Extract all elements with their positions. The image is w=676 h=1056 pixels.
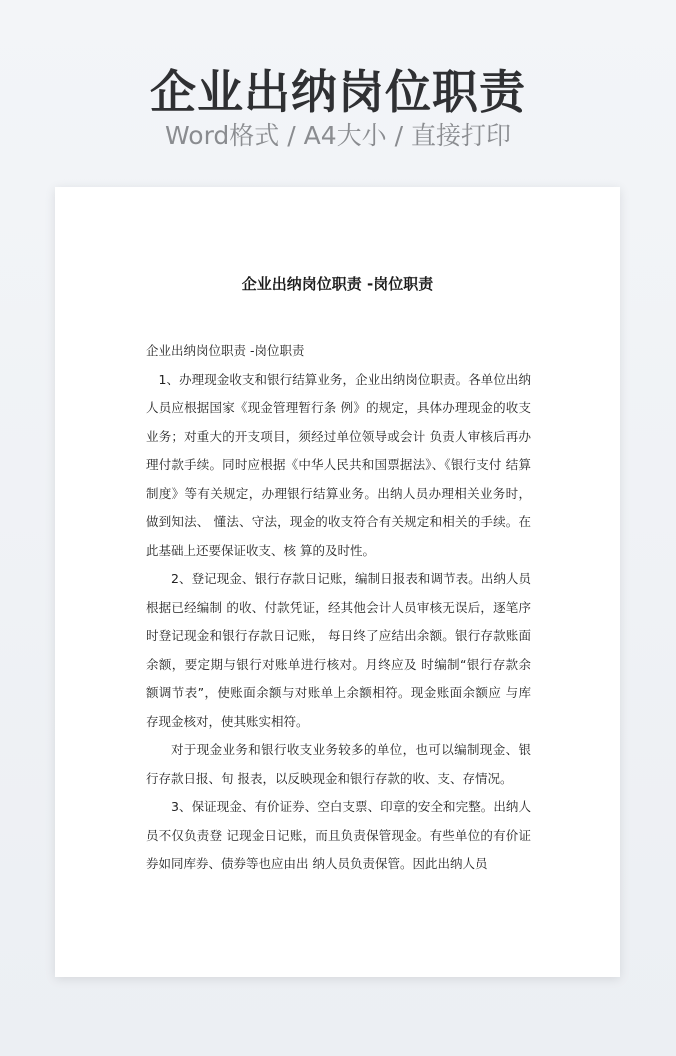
document-paragraph-3: 对于现金业务和银行收支业务较多的单位，也可以编制现金、银行存款日报、旬 报表，以反映现金和银行存款的收、支、存情况。 <box>146 742 531 786</box>
page-title: 企业出纳岗位职责 <box>150 65 526 119</box>
document-paragraph-2: 2、登记现金、银行存款日记账，编制日报表和调节表。出纳人员根据已经编制 的收、付款凭证，经其他会计人员审核无误后，逐笔序时登记现金和银行存款日记账， 每日终了应结出余额。银行存款账面余额，要定期与银行对账单进行核对。月终应及 时编制“银行存款余额调节表”，使账面余额与对账单上余额相符。现金账面余额应 与库存现金核对，使其账实相符。 <box>146 571 531 729</box>
page-subtitle: Word格式 / A4大小 / 直接打印 <box>165 121 511 150</box>
document-paragraph-intro: 企业出纳岗位职责 -岗位职责 <box>146 343 305 358</box>
document-body <box>146 337 531 879</box>
document-paragraph-1: 1、办理现金收支和银行结算业务，企业出纳岗位职责。各单位出纳人员应根据国家《现金管理暂行条 例》的规定，具体办理现金的收支业务；对重大的开支项目，须经过单位领导或会计 负责人审核后再办理付款手续。同时应根据《中华人民共和国票据法》、《银行支付 结算制度》等有关规定，办理银行结算业务。出纳人员办理相关业务时，做到知法、 懂法、守法，现金的收支符合有关规定和相关的手续。在此基础上还要保证收支、核 算的及时性。 <box>146 371 531 558</box>
document-title: 企业出纳岗位职责 -岗位职责 <box>241 275 434 293</box>
document-page <box>55 187 620 977</box>
document-paragraph-4: 3、保证现金、有价证券、空白支票、印章的安全和完整。出纳人员不仅负责登 记现金日记账，而且负责保管现金。有些单位的有价证券如同库券、债券等也应由出 纳人员负责保管。因此出纳人员 <box>146 799 531 871</box>
